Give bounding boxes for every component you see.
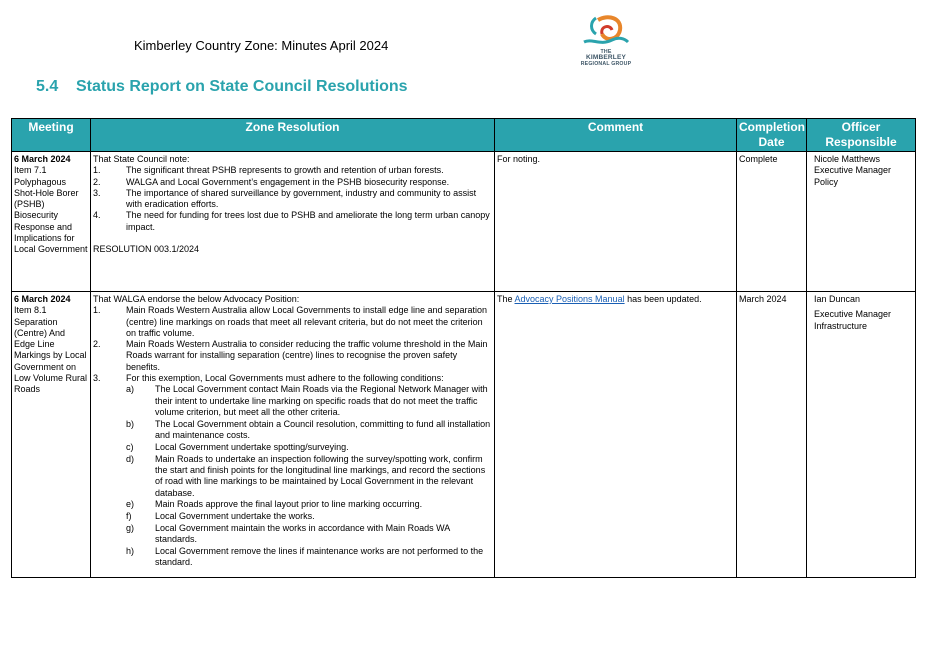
table-row — [12, 152, 916, 292]
meeting-date: 6 March 2024 — [14, 294, 71, 304]
logo-text-line: KIMBERLEY — [585, 54, 627, 61]
list-number: 2. — [93, 339, 101, 350]
list-text: Local Government undertake the works. — [155, 511, 315, 522]
completion-cell: Complete — [737, 152, 807, 292]
meeting-cell — [12, 152, 91, 292]
comment-prefix: The — [497, 294, 515, 304]
advocacy-positions-manual-link[interactable]: Advocacy Positions Manual — [514, 294, 625, 304]
zone-resolution-cell — [91, 292, 495, 578]
list-letter: f) — [126, 511, 132, 522]
list-item — [93, 165, 492, 176]
list-number: 3. — [93, 187, 101, 198]
comment-cell: For noting. — [495, 152, 737, 292]
list-item — [126, 511, 492, 522]
list-item — [126, 384, 492, 418]
list-letter: d) — [126, 453, 135, 464]
list-item — [93, 373, 492, 569]
officer-cell — [807, 152, 916, 292]
comment-suffix: has been updated. — [624, 294, 702, 304]
list-text: WALGA and Local Government’s engagement in the PSHB biosecurity response. — [126, 176, 450, 187]
list-item — [126, 499, 492, 510]
meeting-cell — [12, 292, 91, 578]
meeting-item: Item 8.1 Separation (Centre) And Edge Line Markings by Local Government on Low Volume Rural Roads — [14, 305, 88, 395]
list-item — [126, 419, 492, 442]
officer-title: Executive Manager Policy — [814, 165, 892, 187]
resolution-number: RESOLUTION 003.1/2024 — [93, 244, 200, 255]
list-item — [126, 546, 492, 569]
resolution-list — [93, 305, 492, 568]
table-header-row — [12, 119, 916, 152]
column-header-completion-date: Completion Date — [737, 119, 807, 152]
column-header-officer-responsible: Officer Responsible — [807, 119, 916, 152]
list-number: 4. — [93, 210, 101, 221]
list-number: 1. — [93, 305, 101, 316]
list-number: 1. — [93, 165, 101, 176]
kimberley-logo-icon — [578, 12, 634, 52]
list-number: 3. — [93, 373, 101, 384]
list-number: 2. — [93, 176, 101, 187]
list-text: The importance of shared surveillance by government, industry and community to assist with eradication efforts. — [126, 187, 477, 210]
resolution-list — [93, 165, 492, 233]
section-heading — [36, 78, 408, 96]
list-text: Local Government maintain the works in accordance with Main Roads WA standards. — [155, 522, 450, 545]
list-item — [93, 188, 492, 211]
list-letter: e) — [126, 499, 135, 510]
list-item — [126, 442, 492, 453]
list-text: The Local Government contact Main Roads via the Regional Network Manager with their intent to undertake line marking on specific roads that do not meet the traffic volume criterion, but meet all the other criteria. — [155, 384, 488, 417]
list-text: Main Roads Western Australia allow Local Governments to install edge line and separation (centre) line markings on roads that meet all relevant criteria, but do not meet the criterion on traffic volume. — [126, 305, 488, 338]
officer-name: Nicole Matthews — [814, 154, 881, 164]
table-row — [12, 292, 916, 578]
list-text: Main Roads to undertake an inspection following the survey/spotting work, confirm the start and finish points for the longitudinal line markings, and record the sections of road with line markings to be maintained by Local Government in the relevant database. — [155, 453, 486, 498]
list-item — [126, 454, 492, 499]
list-text: For this exemption, Local Governments must adhere to the following conditions: — [126, 373, 444, 384]
officer-title: Executive Manager Infrastructure — [814, 309, 892, 331]
section-title: Status Report on State Council Resolutions — [76, 78, 408, 95]
resolution-intro: That WALGA endorse the below Advocacy Position: — [93, 294, 300, 304]
list-letter: b) — [126, 418, 135, 429]
logo-text-line: REGIONAL GROUP — [580, 61, 632, 67]
list-letter: c) — [126, 441, 134, 452]
list-letter: g) — [126, 522, 135, 533]
officer-cell — [807, 292, 916, 578]
list-text: The need for funding for trees lost due to PSHB and ameliorate the long term urban canopy impact. — [126, 210, 490, 232]
column-header-zone-resolution: Zone Resolution — [91, 119, 495, 152]
list-letter: h) — [126, 546, 135, 557]
completion-cell: March 2024 — [737, 292, 807, 578]
kimberley-logo — [578, 12, 634, 70]
list-item — [126, 523, 492, 546]
list-text: Local Government remove the lines if maintenance works are not performed to the standard. — [155, 546, 484, 568]
officer-name: Ian Duncan — [814, 294, 861, 304]
comment-cell — [495, 292, 737, 578]
list-item — [93, 177, 492, 188]
document-title: Kimberley Country Zone: Minutes April 2024 — [134, 38, 389, 53]
list-item — [93, 339, 492, 373]
list-item — [93, 305, 492, 339]
list-item — [93, 210, 492, 233]
list-letter: a) — [126, 384, 135, 395]
condition-list — [126, 384, 492, 568]
resolution-intro: That State Council note: — [93, 154, 190, 164]
zone-resolution-cell — [91, 152, 495, 292]
section-number: 5.4 — [36, 78, 59, 95]
column-header-meeting: Meeting — [12, 119, 91, 152]
logo-text — [578, 49, 634, 67]
meeting-date: 6 March 2024 — [14, 154, 71, 164]
meeting-item: Item 7.1 Polyphagous Shot-Hole Borer (PSHB) Biosecurity Response and Implications for Local Government — [14, 165, 88, 255]
list-text: Local Government undertake spotting/surveying. — [155, 441, 349, 452]
list-text: The Local Government obtain a Council resolution, committing to fund all installation and maintenance costs. — [155, 418, 491, 441]
logo-text-line: THE — [600, 49, 612, 55]
column-header-comment: Comment — [495, 119, 737, 152]
list-text: Main Roads approve the final layout prior to line marking occurring. — [155, 499, 423, 510]
list-text: Main Roads Western Australia to consider reducing the traffic volume threshold in the Main Roads warrant for installing separation (centre) lines to recognise the proven safety benefits. — [126, 339, 488, 372]
resolutions-table — [11, 118, 916, 578]
list-text: The significant threat PSHB represents to growth and retention of urban forests. — [126, 165, 444, 176]
